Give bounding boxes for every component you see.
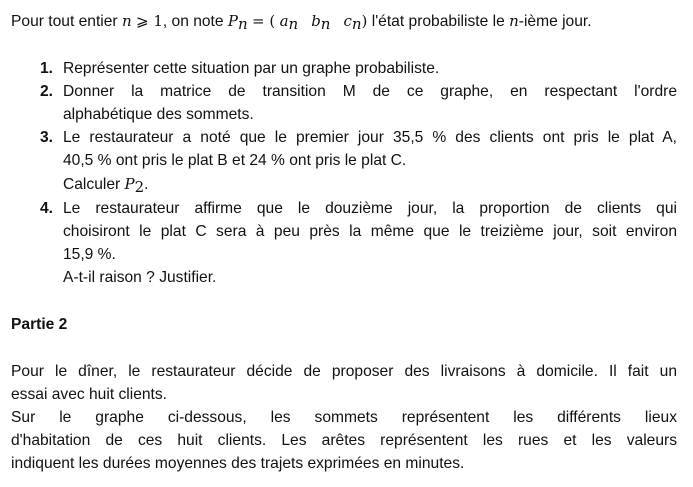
math-b: b <box>311 12 321 30</box>
item-2-line-2: alphabétique des sommets. <box>63 106 254 123</box>
math-n: n <box>121 12 132 30</box>
item-4-line-2: choisiront le plat C sera à peu près la même que le treizième jour, soit environ <box>63 223 677 240</box>
intro-text-4: -ième jour. <box>518 13 592 30</box>
math-n-2: n <box>509 12 519 30</box>
item-3-line-2: 40,5 % ont pris le plat B et 24 % ont pris le plat C. <box>63 152 407 169</box>
item-3-calc-line <box>63 174 149 195</box>
item-number-4: 4. <box>40 200 54 217</box>
item-3-line-1: Le restaurateur a noté que le premier jour 35,5 % des clients ont pris le plat A, <box>63 129 677 146</box>
math-equals-paren: = ( <box>252 12 276 30</box>
part-2-para-2-line-1: Sur le graphe ci-dessous, les sommets représentent les différents lieux <box>11 409 677 426</box>
math-a-sub: n <box>288 15 299 33</box>
part-2-heading: Partie 2 <box>11 316 68 333</box>
part-2-para-2-line-3: indiquent les durées moyennes des trajets exprimées en minutes. <box>11 455 465 472</box>
math-P2: P <box>124 175 135 193</box>
item-4-line-3: 15,9 %. <box>63 246 116 263</box>
item-3-calc-end: . <box>144 176 149 193</box>
math-P2-sub: 2 <box>134 178 145 196</box>
part-2-para-2-line-2: d'habitation de ces huit clients. Les arêtes représentent les rues et les valeurs <box>11 432 677 449</box>
math-c-sub: n <box>351 15 362 33</box>
math-close-paren: ) <box>361 12 368 30</box>
math-a: a <box>279 12 289 30</box>
intro-line <box>11 11 592 32</box>
math-c: c <box>343 12 352 30</box>
intro-text-3: l'état probabiliste le <box>367 13 510 30</box>
item-number-3: 3. <box>40 129 54 146</box>
item-2-line-1: Donner la matrice de transition M de ce graphe, en respectant l'ordre <box>63 83 677 100</box>
math-b-sub: n <box>320 15 331 33</box>
intro-text-1: Pour tout entier <box>11 13 122 30</box>
item-number-1: 1. <box>40 60 54 77</box>
item-3-calc-text: Calculer <box>63 176 125 193</box>
item-4-line-4: A-t-il raison ? Justifier. <box>63 269 217 286</box>
math-geq-one: ⩾ 1 <box>135 12 163 30</box>
part-2-para-1-line-1: Pour le dîner, le restaurateur décide de proposer des livraisons à domicile. Il fait un <box>11 363 677 380</box>
part-2-para-1-line-2: essai avec huit clients. <box>11 386 168 403</box>
item-4-line-1: Le restaurateur affirme que le douzième jour, la proportion de clients qui <box>63 200 677 217</box>
math-P: P <box>227 12 238 30</box>
item-1-line-1: Représenter cette situation par un graphe probabiliste. <box>63 60 440 77</box>
item-number-2: 2. <box>40 83 54 100</box>
intro-text-2: , on note <box>162 13 228 30</box>
math-P-sub: n <box>238 15 248 33</box>
